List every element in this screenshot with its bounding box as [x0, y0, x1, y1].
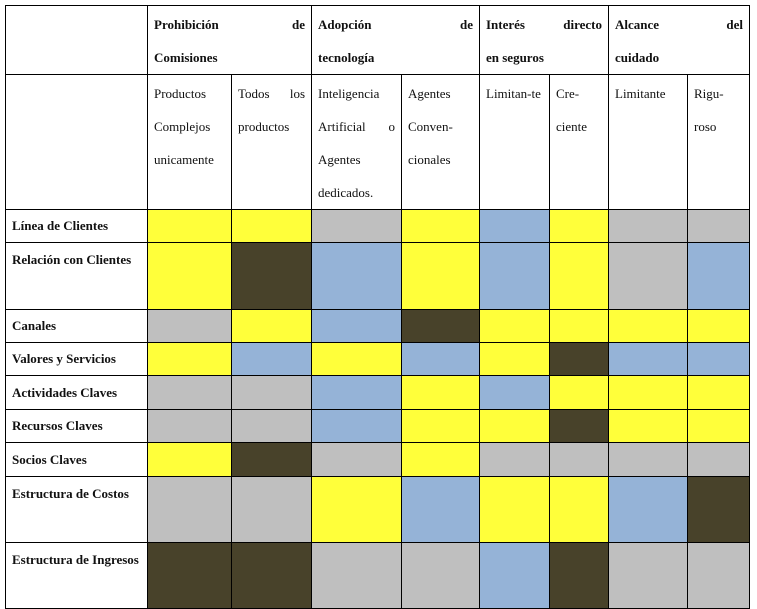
matrix-body [6, 210, 750, 609]
matrix-cell [232, 210, 312, 243]
matrix-cell [609, 443, 688, 477]
matrix-cell [550, 376, 609, 410]
matrix-cell [232, 376, 312, 410]
matrix-cell [609, 410, 688, 443]
matrix-cell [148, 210, 232, 243]
matrix-cell [148, 310, 232, 343]
matrix-cell [609, 343, 688, 376]
matrix-cell [688, 343, 750, 376]
subheader-cell: Productos Complejos unicamente [148, 75, 232, 210]
header-line: tecnología [318, 50, 375, 65]
matrix-cell [148, 543, 232, 609]
matrix-cell [148, 343, 232, 376]
matrix-cell [312, 376, 402, 410]
row-label: Socios Claves [6, 443, 148, 477]
header-interes [480, 6, 609, 75]
matrix-cell [550, 243, 609, 310]
header-line: Adopción de [318, 17, 473, 32]
matrix-cell [312, 543, 402, 609]
matrix-cell [609, 477, 688, 543]
row-label: Valores y Servicios [6, 343, 148, 376]
row-label: Canales [6, 310, 148, 343]
matrix-cell [402, 543, 480, 609]
matrix-cell [609, 543, 688, 609]
comparison-matrix [5, 5, 750, 609]
matrix-cell [312, 310, 402, 343]
matrix-cell [550, 543, 609, 609]
subheader-cell: Cre-ciente [550, 75, 609, 210]
matrix-cell [550, 410, 609, 443]
matrix-cell [402, 243, 480, 310]
matrix-cell [232, 543, 312, 609]
subheader-row [6, 75, 750, 210]
matrix-cell [688, 543, 750, 609]
row-label: Estructura de Ingresos [6, 543, 148, 609]
matrix-cell [148, 376, 232, 410]
matrix-cell [480, 477, 550, 543]
subheader-cell: Rigu-roso [688, 75, 750, 210]
matrix-cell [312, 410, 402, 443]
matrix-cell [688, 376, 750, 410]
header-line: Prohibición de [154, 17, 305, 32]
matrix-cell [550, 210, 609, 243]
matrix-cell [402, 443, 480, 477]
matrix-cell [609, 310, 688, 343]
matrix-cell [402, 310, 480, 343]
matrix-cell [148, 443, 232, 477]
matrix-cell [609, 376, 688, 410]
matrix-cell [550, 443, 609, 477]
matrix-cell [688, 210, 750, 243]
matrix-cell [688, 243, 750, 310]
subheader-cell: Todos los productos [232, 75, 312, 210]
matrix-cell [550, 343, 609, 376]
matrix-cell [312, 243, 402, 310]
matrix-cell [232, 443, 312, 477]
matrix-cell [402, 477, 480, 543]
table-row [6, 343, 750, 376]
matrix-cell [609, 243, 688, 310]
header-row [6, 6, 750, 75]
matrix-cell [402, 410, 480, 443]
table-row [6, 410, 750, 443]
subheader-cell: Agentes Conven-cionales [402, 75, 480, 210]
header-adopcion [312, 6, 480, 75]
matrix-cell [312, 477, 402, 543]
row-label: Actividades Claves [6, 376, 148, 410]
table-row [6, 477, 750, 543]
matrix-cell [550, 310, 609, 343]
header-alcance [609, 6, 750, 75]
matrix-cell [480, 410, 550, 443]
matrix-cell [480, 376, 550, 410]
matrix-cell [480, 210, 550, 243]
matrix-cell [232, 243, 312, 310]
matrix-cell [312, 343, 402, 376]
header-line: Comisiones [154, 50, 218, 65]
matrix-cell [688, 410, 750, 443]
header-prohibicion [148, 6, 312, 75]
matrix-cell [148, 477, 232, 543]
matrix-cell [688, 310, 750, 343]
matrix-cell [480, 243, 550, 310]
matrix-cell [402, 343, 480, 376]
matrix-cell [312, 210, 402, 243]
matrix-cell [148, 410, 232, 443]
matrix-cell [480, 543, 550, 609]
matrix-cell [232, 410, 312, 443]
table-row [6, 443, 750, 477]
matrix-cell [232, 310, 312, 343]
matrix-cell [312, 443, 402, 477]
subheader-cell: Limitan-te [480, 75, 550, 210]
matrix-cell [550, 477, 609, 543]
matrix-cell [402, 210, 480, 243]
row-label: Recursos Claves [6, 410, 148, 443]
matrix-cell [480, 443, 550, 477]
table-row [6, 243, 750, 310]
matrix-cell [402, 376, 480, 410]
matrix-cell [609, 210, 688, 243]
subheader-cell: Limitante [609, 75, 688, 210]
matrix-cell [480, 343, 550, 376]
row-label: Estructura de Costos [6, 477, 148, 543]
matrix-cell [232, 343, 312, 376]
header-line: Alcance del [615, 17, 743, 32]
header-line: Interés directo [486, 17, 602, 32]
matrix-cell [688, 477, 750, 543]
table-row [6, 210, 750, 243]
subheader-cell: Inteligencia Artificial o Agentes dedicados. [312, 75, 402, 210]
table-row [6, 376, 750, 410]
row-label: Relación con Clientes [6, 243, 148, 310]
table-row [6, 310, 750, 343]
matrix-cell [232, 477, 312, 543]
row-label: Línea de Clientes [6, 210, 148, 243]
matrix-cell [480, 310, 550, 343]
matrix-cell [688, 443, 750, 477]
table-row [6, 543, 750, 609]
header-line: cuidado [615, 50, 660, 65]
header-line: en seguros [486, 50, 544, 65]
corner-cell [6, 6, 148, 75]
matrix-cell [148, 243, 232, 310]
corner-cell-2 [6, 75, 148, 210]
